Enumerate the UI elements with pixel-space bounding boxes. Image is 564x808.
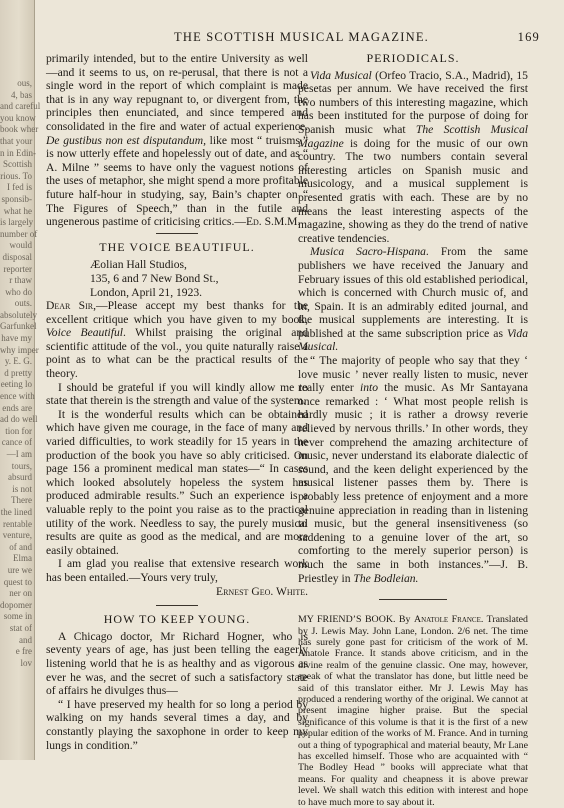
- page-number: 169: [517, 30, 540, 44]
- bleed-fragment: sponsib-: [1, 193, 32, 204]
- editorial-reply: primarily intended, but to the entire University as well—and it seems to us, on re-perusal, that there is not a single word in the report of which complaint is made that is in any way repugnant to, or divergent from, the principles then enunciated, and since tempered and consolidated in the fire and water of actual experience. De gustibus non est disputandum, like most “ truisms,” is now utterly effete and hopelessly out of date, and as “ A. Milne ” seems to have only the vaguest notions of the uses of metaphor, she might spend a more profitable future half-hour in studying, say, Bain’s chapter on “ The Figures of Speech,” than in the futile and ungenerous pastime of criticising critics.—Ed. S.M.M.: [46, 52, 308, 229]
- voice-beautiful-heading: THE VOICE BEAUTIFUL.: [99, 239, 255, 254]
- letter-address-1: Æolian Hall Studios,: [90, 258, 187, 272]
- bleed-fragment: d pretty: [4, 367, 32, 378]
- bleed-fragment: tion for: [5, 425, 32, 436]
- letter-paragraph-1: Dear Sir,—Please accept my best thanks for the excellent critique which you have given to my book, Voice Beautiful. Whilst praising the original and scientific attitude of the vol., you quite naturally raise a point as to what can be the practical results of the theory.: [46, 299, 308, 381]
- keep-young-heading: HOW TO KEEP YOUNG.: [103, 612, 251, 627]
- bleed-fragment: cance of: [1, 437, 32, 448]
- running-header: [36, 30, 564, 50]
- bleed-fragment: of and: [9, 541, 32, 552]
- bleed-fragment: book wher: [0, 124, 39, 135]
- bleed-fragment: quest to: [3, 576, 32, 587]
- letter-paragraph-3: It is the wonderful results which can be obtained which have given me courage, in the face of many and varied difficulties, to work steadily for 15 years in the production of the book you have so ably criticised. On page 156 a prominent medical man states—“ In cases which looked absolutely hopeless the system has produced admirable results.” Such an experience is a valuable reply to the point you raise as to the practical utility of the work. Needless to say, the purely musical results are quite as good as the medical, and are more easily obtained.: [46, 407, 308, 557]
- bleed-fragment: absurd: [8, 472, 32, 483]
- musica-sacro-paragraph: Musica Sacro-Hispana. From the same publishers we have received the January and February issues of this old established periodical, which is concerned with Church music of, and in, Spain. It is an admirably edited journal, and the musical supplements are interesting. It is published at the same subscription price as Vida Musical.: [298, 245, 528, 354]
- bleed-fragment: reporter: [3, 263, 32, 274]
- bleed-fragment: that your: [0, 135, 33, 146]
- bleed-fragment: rentable: [3, 518, 32, 529]
- bleed-fragment: what he: [3, 205, 32, 216]
- vida-musical-paragraph: Vida Musical (Orfeo Tracio, S.A., Madrid), 15 pesetas per annum. We have received the first two numbers of this interesting magazine, which has been instituted for the purpose of doing for Spanish music what The Scottish Musical Magazine is doing for the music of our own country. The two numbers contain several interesting articles on Spanish music and musicology, and a musical supplement is presented gratis with each. These are by no means the least interesting aspects of the magazine, showing as they do the trend of native creative tendencies.: [298, 68, 528, 245]
- section-divider: [379, 599, 447, 600]
- bleed-fragment: who do: [5, 286, 32, 297]
- bleed-fragment: dopomer: [0, 599, 32, 610]
- keep-young-quote: “ I have preserved my health for so long a period by walking on my hands several times a day, and by constantly playing the saxophone in order to keep my lungs in condition.”: [46, 697, 308, 752]
- section-divider: [156, 233, 198, 234]
- section-divider: [156, 605, 198, 606]
- bleed-fragment: e fre: [15, 646, 32, 657]
- bleed-fragment: ence with: [0, 391, 35, 402]
- right-column: [298, 52, 528, 808]
- periodicals-heading: PERIODICALS.: [366, 51, 460, 65]
- bleed-fragment: ous,: [17, 78, 32, 88]
- bleed-fragment: ends are: [2, 402, 32, 413]
- bleed-fragment: the lined: [0, 506, 32, 517]
- bleed-fragment: number of: [0, 228, 38, 239]
- letter-signature: Ernest Geo. White.: [216, 584, 308, 598]
- bleed-fragment: There: [11, 495, 32, 506]
- bleed-fragment: 4, bas: [11, 89, 32, 100]
- bleed-fragment: disposal: [2, 251, 32, 262]
- bleed-fragment: have my: [1, 333, 32, 344]
- bleed-fragment: and: [19, 634, 32, 645]
- letter-paragraph-4: I am glad you realise that extensive research work has been entailed.—Yours very truly,: [46, 557, 308, 584]
- bleed-fragment: eeting lo: [0, 379, 32, 390]
- magazine-title: THE SCOTTISH MUSICAL MAGAZINE.: [174, 30, 429, 44]
- bleed-fragment: is largely: [0, 217, 34, 228]
- bleed-fragment: y. E. G.: [4, 356, 32, 367]
- letter-paragraph-2: I should be grateful if you will kindly allow me to state that therein is the strength and value of the system.: [46, 380, 308, 408]
- letter-address-2: 135, 6 and 7 New Bond St.,: [90, 271, 219, 285]
- bleed-fragment: ad do well: [0, 414, 38, 425]
- bleed-fragment: is not: [12, 483, 32, 494]
- magazine-page: [36, 0, 564, 808]
- bleed-fragment: Scottish: [2, 159, 32, 170]
- keep-young-paragraph-1: A Chicago doctor, Mr Richard Hogner, who is seventy years of age, has just been telling the eagerly listening world that he is as healthy and as vigorous as ever he was, and the secret of such a satisfactory state of affairs he divulges thus—: [46, 629, 308, 698]
- bleed-fragment: why imper: [0, 344, 39, 355]
- adjacent-page-bleed: [0, 0, 41, 760]
- bleed-fragment: stat of: [9, 622, 32, 633]
- bleed-fragment: —I am: [6, 449, 32, 459]
- bleed-fragment: n in Edin-: [0, 147, 36, 158]
- bleed-fragment: rious. To: [0, 170, 32, 181]
- bleed-fragment: r thaw: [9, 275, 32, 286]
- book-review: MY FRIEND’S BOOK. By Anatole France. Translated by J. Lewis May. John Lane, London. 2/6 net. The time has surely gone past for criticism of the work of M. Anatole France. It stands above criticism, and in the divine realm of the genuine classic. One may, however, speak of what the translator has done, but little need be said of this translator either. Mr J. Lewis May has produced a rendering worthy of the original. We cannot at present imagine higher praise. But the special significance of this volume is that it is the first of a new popular edition of the works of M. France. And in turning out a thing of typographical and material beauty, Mr Lane has excelled himself. Those who are acquainted with “ The Bodley Head ” books will appreciate what that means. For quality and cheapness it is above prewar level. We shall watch this edition with interest and hope to have much more to say about it.: [298, 614, 529, 808]
- bleed-fragment: Elma: [13, 553, 32, 564]
- letter-date: London, April 21, 1923.: [90, 285, 203, 299]
- bleed-fragment: Garfunkel: [0, 321, 37, 332]
- priestley-quote: “ The majority of people who say that they ‘ love music ’ never really listen to music, never really enter into the music. As Mr Santayana once remarked : ‘ What most people relish is hardly music ; it is rather a drowsy reverie relieved by nervous thrills.’ In other words, they never comprehend the amazing architecture of music, never understand its elaborate dialectic of sound, and the keen delight experienced by the musical listener passes them by. There is probably less pretence of enjoyment and a more genuine appreciation in reading than in listening to music, but the general insensitiveness (so saddening to a genuine lover of the art, so comforting to the merely superior person) is much the same in both instances.”—J. B. Priestley in The Bodleian.: [298, 354, 528, 585]
- bleed-fragment: ner on: [9, 588, 32, 599]
- bleed-fragment: absolutely: [0, 309, 37, 320]
- bleed-fragment: you know: [0, 112, 36, 123]
- bleed-fragment: would: [9, 240, 32, 251]
- bleed-fragment: ure we: [7, 564, 32, 575]
- bleed-fragment: and careful: [0, 101, 41, 112]
- left-column: [46, 52, 308, 752]
- bleed-fragment: venture,: [2, 530, 32, 541]
- bleed-fragment: tours,: [11, 460, 32, 471]
- bleed-fragment: outs.: [14, 298, 32, 309]
- bleed-fragment: lov: [20, 657, 32, 668]
- bleed-fragment: some in: [3, 611, 32, 622]
- bleed-fragment: I fed is: [7, 182, 32, 193]
